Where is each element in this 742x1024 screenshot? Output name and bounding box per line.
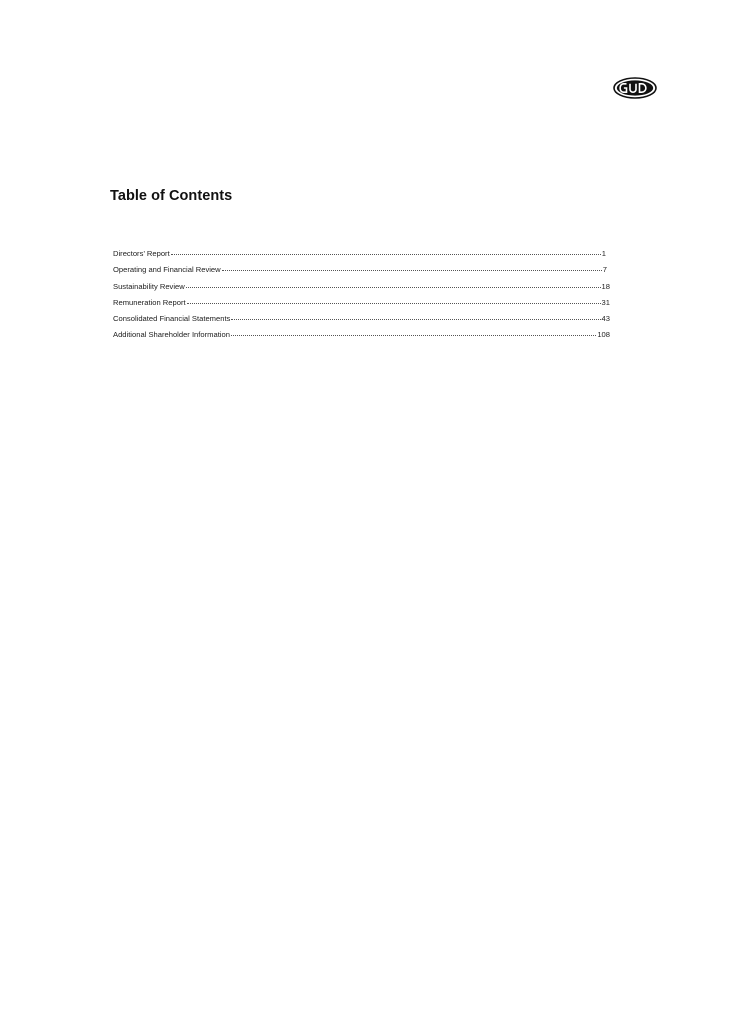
toc-entry-directors-report[interactable] bbox=[113, 246, 606, 262]
toc-entry-page: 108 bbox=[597, 330, 610, 340]
toc-entry-additional-shareholder-information[interactable] bbox=[113, 327, 610, 343]
toc-entry-page: 18 bbox=[601, 281, 610, 291]
dot-leader bbox=[171, 253, 601, 255]
toc-entry-page: 1 bbox=[601, 249, 606, 258]
toc-entry-title: Additional Shareholder Information bbox=[113, 330, 230, 340]
toc-entry-title: Consolidated Financial Statements bbox=[113, 314, 231, 324]
toc-entry-title: Sustainability Review bbox=[113, 281, 185, 291]
toc-entry-page: 7 bbox=[602, 265, 607, 275]
toc-list bbox=[113, 246, 610, 344]
dot-leader bbox=[231, 318, 600, 320]
dot-leader bbox=[186, 286, 601, 288]
gud-logo bbox=[613, 77, 657, 99]
toc-entry-consolidated-financial-statements[interactable] bbox=[113, 311, 610, 327]
toc-heading: Table of Contents bbox=[110, 188, 233, 204]
toc-entry-operating-financial-review[interactable] bbox=[113, 262, 607, 278]
toc-entry-title: Operating and Financial Review bbox=[113, 265, 221, 275]
toc-entry-sustainability-review[interactable] bbox=[113, 279, 610, 295]
toc-entry-title: Directors’ Report bbox=[113, 249, 170, 258]
toc-entry-page: 31 bbox=[601, 297, 610, 307]
dot-leader bbox=[222, 269, 602, 271]
toc-entry-remuneration-report[interactable] bbox=[113, 295, 610, 311]
toc-entry-page: 43 bbox=[601, 314, 610, 324]
gud-logo-mark bbox=[613, 77, 657, 99]
toc-entry-title: Remuneration Report bbox=[113, 297, 186, 307]
dot-leader bbox=[187, 302, 601, 304]
dot-leader bbox=[231, 334, 596, 336]
